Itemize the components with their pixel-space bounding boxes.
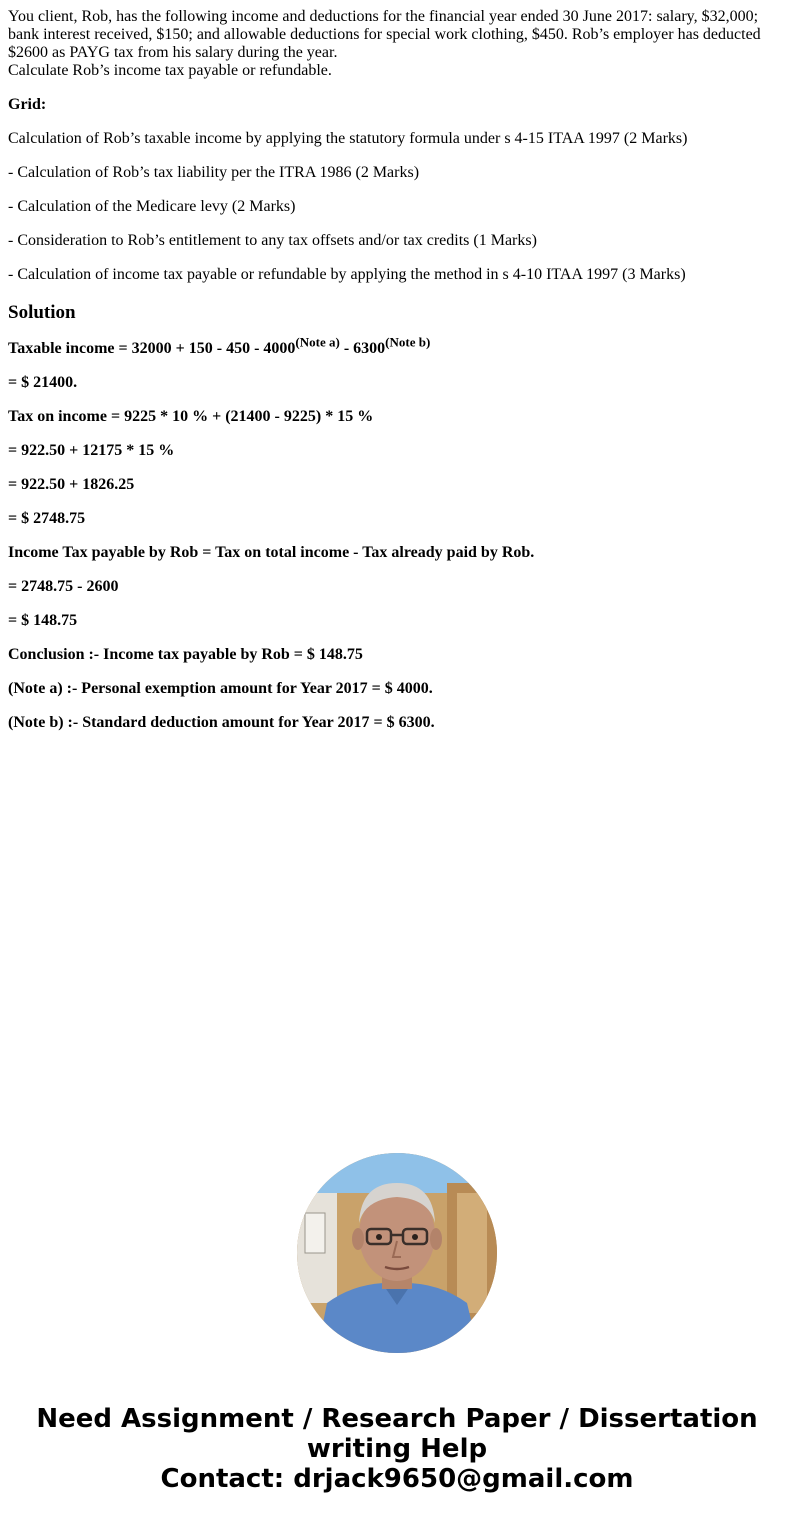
document-body	[8, 8, 786, 732]
taxable-income-part2: - 6300	[339, 340, 386, 357]
note-a: (Note a) :- Personal exemption amount for Year 2017 = $ 4000.	[8, 680, 433, 697]
taxable-income-formula	[8, 334, 786, 358]
question-instruction: Calculate Rob’s income tax payable or refundable.	[8, 62, 332, 79]
grid-item-taxable-income: Calculation of Rob’s taxable income by applying the statutory formula under s 4-15 ITAA 1997 (2 Marks)	[8, 130, 688, 147]
person-portrait-icon	[297, 1153, 497, 1353]
question-text: You client, Rob, has the following income and deductions for the financial year ended 30 June 2017: salary, $32,000; bank interest received, $150; and allowable deductions for special work clothing, $450. Rob’s employer has deducted $2600 as PAYG tax from his salary during the year.	[8, 8, 761, 61]
footer-line-2: writing Help	[306, 1434, 488, 1464]
footer-line-1: Need Assignment / Research Paper / Dissertation	[36, 1404, 758, 1434]
tax-on-income-step2: = 922.50 + 1826.25	[8, 476, 135, 493]
note-a-ref: (Note a)	[295, 334, 340, 350]
tax-on-income-formula: Tax on income = 9225 * 10 % + (21400 - 9225) * 15 %	[8, 408, 374, 425]
taxable-income-part1: Taxable income = 32000 + 150 - 450 - 4000	[8, 340, 296, 357]
tax-payable-step: = 2748.75 - 2600	[8, 578, 119, 595]
taxable-income-result: = $ 21400.	[8, 374, 78, 391]
avatar	[297, 1153, 497, 1353]
tax-payable-result: = $ 148.75	[8, 612, 78, 629]
tax-payable-formula: Income Tax payable by Rob = Tax on total income - Tax already paid by Rob.	[8, 544, 535, 561]
grid-heading: Grid:	[8, 96, 47, 113]
grid-item-tax-liability: - Calculation of Rob’s tax liability per the ITRA 1986 (2 Marks)	[8, 164, 420, 181]
grid-item-medicare-levy: - Calculation of the Medicare levy (2 Marks)	[8, 198, 296, 215]
note-b: (Note b) :- Standard deduction amount for Year 2017 = $ 6300.	[8, 714, 435, 731]
tax-on-income-result: = $ 2748.75	[8, 510, 86, 527]
conclusion: Conclusion :- Income tax payable by Rob = $ 148.75	[8, 646, 363, 663]
grid-item-tax-offsets: - Consideration to Rob’s entitlement to any tax offsets and/or tax credits (1 Marks)	[8, 232, 537, 249]
tax-on-income-step1: = 922.50 + 12175 * 15 %	[8, 442, 175, 459]
footer-contact	[0, 1404, 794, 1494]
question-block	[8, 8, 786, 80]
grid-item-tax-payable: - Calculation of income tax payable or refundable by applying the method in s 4-10 ITAA 1997 (3 Marks)	[8, 266, 686, 283]
note-b-ref: (Note b)	[385, 334, 431, 350]
footer-contact-email: Contact: drjack9650@gmail.com	[160, 1464, 634, 1494]
solution-heading: Solution	[8, 302, 76, 323]
